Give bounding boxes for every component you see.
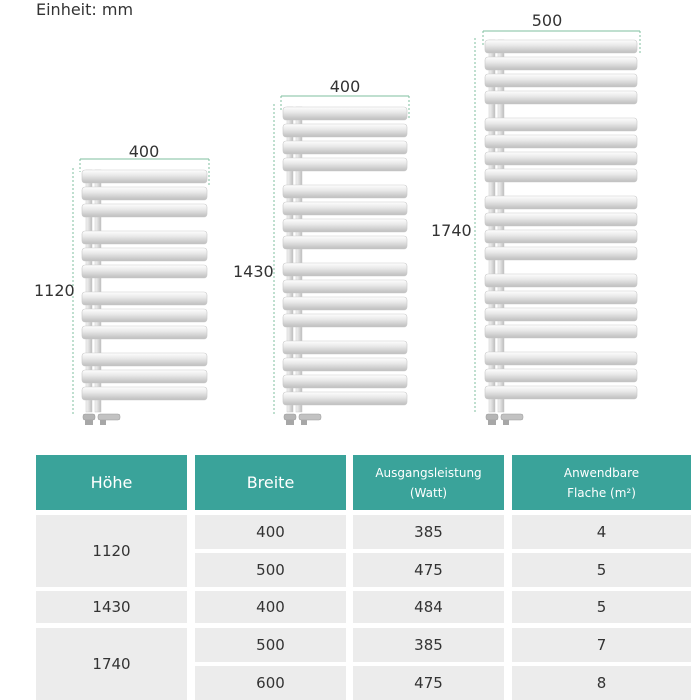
radiator-1-height-label: 1120: [34, 281, 75, 300]
radiator-bar: [485, 169, 637, 182]
radiator-bar: [485, 369, 637, 382]
header-leistung: [353, 455, 504, 510]
valve: [488, 420, 496, 425]
radiator-bar: [283, 124, 407, 137]
cell-flaeche: 7: [512, 628, 691, 662]
radiator-bar: [485, 308, 637, 321]
radiator-bar: [485, 196, 637, 209]
radiator-bar: [485, 118, 637, 131]
radiator-bar: [283, 314, 407, 327]
header-flaeche-line1: Anwendbare: [563, 465, 640, 480]
radiator-bar: [283, 375, 407, 388]
valve: [286, 420, 294, 425]
radiator-bar: [82, 187, 207, 200]
cell-leistung: 484: [353, 591, 504, 623]
radiator-2: [233, 77, 409, 425]
radiator-bar: [485, 247, 637, 260]
valve: [501, 414, 523, 420]
radiator-bar: [82, 370, 207, 383]
header-flaeche-line2: Flache (m²): [567, 485, 636, 500]
radiator-bar: [283, 263, 407, 276]
radiator-bar: [485, 230, 637, 243]
cell-breite: 600: [195, 666, 346, 700]
radiator-1-body: [82, 170, 207, 425]
radiator-1: [34, 142, 209, 425]
radiator-bar: [485, 74, 637, 87]
radiator-bar: [82, 170, 207, 183]
radiator-bar: [82, 204, 207, 217]
radiator-bar: [82, 387, 207, 400]
valve: [98, 414, 120, 420]
valve: [301, 420, 307, 425]
cell-hoehe-1740: 1740: [36, 628, 187, 700]
header-leistung-line2: (Watt): [409, 485, 448, 500]
radiator-bar: [485, 135, 637, 148]
radiator-bar: [283, 280, 407, 293]
radiator-bar: [283, 236, 407, 249]
radiator-2-width-label: 400: [329, 77, 361, 96]
radiator-bar: [485, 91, 637, 104]
radiator-bar: [485, 213, 637, 226]
radiator-bar: [82, 353, 207, 366]
header-leistung-line1: Ausgangsleistung: [375, 465, 482, 480]
radiator-bar: [283, 341, 407, 354]
radiator-bar: [485, 40, 637, 53]
cell-hoehe-1120: 1120: [36, 515, 187, 587]
valve: [299, 414, 321, 420]
cell-leistung: 475: [353, 553, 504, 587]
radiator-bar: [82, 292, 207, 305]
cell-leistung: 385: [353, 628, 504, 662]
radiator-bar: [485, 57, 637, 70]
radiator-bar: [82, 231, 207, 244]
valve: [486, 414, 498, 420]
spec-table: [36, 455, 691, 700]
radiator-bar: [485, 352, 637, 365]
cell-flaeche: 4: [512, 515, 691, 549]
header-breite: Breite: [195, 455, 346, 510]
valve: [83, 414, 95, 420]
radiator-bar: [283, 185, 407, 198]
radiator-bar: [283, 107, 407, 120]
cell-flaeche: 5: [512, 553, 691, 587]
radiator-1-width-label: 400: [128, 142, 160, 161]
valve: [85, 420, 93, 425]
radiator-3-width-label: 500: [531, 11, 563, 30]
radiator-bar: [82, 248, 207, 261]
cell-breite: 400: [195, 515, 346, 549]
radiator-bar: [283, 219, 407, 232]
valve: [284, 414, 296, 420]
radiator-bar: [485, 274, 637, 287]
radiator-bar: [82, 265, 207, 278]
radiator-bar: [283, 358, 407, 371]
radiator-2-body: [283, 107, 407, 425]
valve: [100, 420, 106, 425]
radiator-bar: [485, 152, 637, 165]
cell-leistung: 385: [353, 515, 504, 549]
radiator-bar: [82, 326, 207, 339]
header-flaeche: [512, 455, 691, 510]
cell-flaeche: 5: [512, 591, 691, 623]
cell-breite: 500: [195, 628, 346, 662]
radiator-bar: [485, 325, 637, 338]
radiator-bar: [485, 386, 637, 399]
cell-leistung: 475: [353, 666, 504, 700]
radiator-3-body: [485, 40, 637, 425]
cell-flaeche: 8: [512, 666, 691, 700]
radiator-bar: [283, 141, 407, 154]
radiator-bar: [283, 202, 407, 215]
radiator-bar: [485, 291, 637, 304]
radiator-3: [431, 11, 640, 425]
cell-hoehe-1430: 1430: [36, 591, 187, 623]
radiator-bar: [283, 158, 407, 171]
radiator-bar: [283, 392, 407, 405]
radiator-3-height-label: 1740: [431, 221, 472, 240]
radiator-bar: [283, 297, 407, 310]
header-hoehe: Höhe: [36, 455, 187, 510]
radiator-2-height-label: 1430: [233, 262, 274, 281]
cell-breite: 400: [195, 591, 346, 623]
unit-label: Einheit: mm: [36, 0, 134, 19]
valve: [503, 420, 509, 425]
cell-breite: 500: [195, 553, 346, 587]
radiator-bar: [82, 309, 207, 322]
